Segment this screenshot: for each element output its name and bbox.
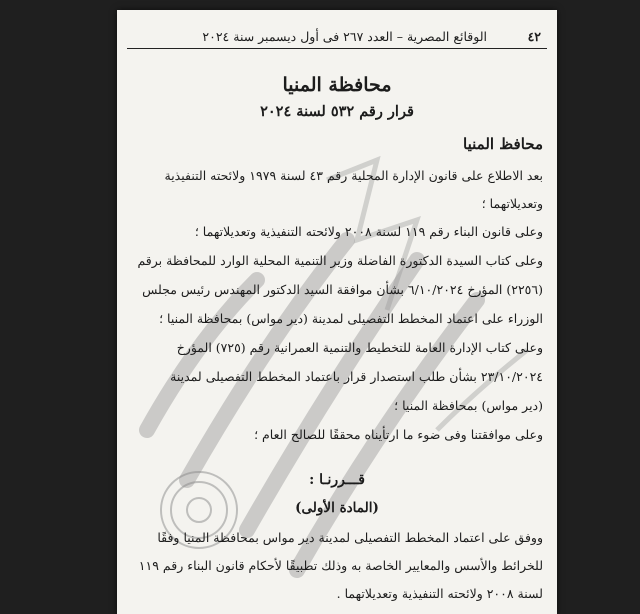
governor-label: محافظ المنيا <box>463 135 543 153</box>
document-page <box>117 10 557 614</box>
body-line: وتعديلاتهما ؛ <box>481 196 543 211</box>
gazette-header-title: الوقائع المصرية – العدد ٢٦٧ فى أول ديسمبر سنة ٢٠٢٤ <box>202 29 487 44</box>
body-line: (دير مواس) بمحافظة المنيا ؛ <box>394 398 543 413</box>
decided-label: قـــررنـا : <box>309 472 365 488</box>
article-title: (المادة الأولى) <box>295 500 379 516</box>
decree-title: قرار رقم ٥٣٢ لسنة ٢٠٢٤ <box>260 103 414 120</box>
body-line: الوزراء على اعتماد المخطط التفصيلى لمدينة (دير مواس) بمحافظة المنيا ؛ <box>159 311 543 326</box>
page-header <box>127 26 547 49</box>
governorate-title: محافظة المنيا <box>282 74 392 96</box>
body-line: بعد الاطلاع على قانون الإدارة المحلية رقم ٤٣ لسنة ١٩٧٩ ولائحته التنفيذية <box>164 168 543 183</box>
body-line: ٢٣/١٠/٢٠٢٤ بشأن طلب استصدار قرار باعتماد المخطط التفصيلى لمدينة <box>170 369 543 384</box>
body-line: وعلى قانون البناء رقم ١١٩ لسنة ٢٠٠٨ ولائحته التنفيذية وتعديلاتهما ؛ <box>194 224 543 239</box>
body-line: وعلى موافقتنا وفى ضوء ما ارتأيناه محققًا للصالح العام ؛ <box>254 427 543 442</box>
body-line: (٢٢٥٦) المؤرخ ٦/١٠/٢٠٢٤ بشأن موافقة السيد الدكتور المهندس رئيس مجلس <box>142 282 543 297</box>
article-line: ووفق على اعتماد المخطط التفصيلى لمدينة دير مواس بمحافظة المنيا وفقًا <box>157 530 543 545</box>
page-number: ٤٢ <box>527 29 541 44</box>
body-line: وعلى كتاب السيدة الدكتورة الفاضلة وزير التنمية المحلية الوارد للمحافظة برقم <box>137 253 543 268</box>
article-line: للخرائط والأسس والمعايير الخاصة به وذلك تطبيقًا لأحكام قانون البناء رقم ١١٩ <box>138 558 543 573</box>
article-line: لسنة ٢٠٠٨ ولائحته التنفيذية وتعديلاتهما . <box>336 586 543 601</box>
body-line: وعلى كتاب الإدارة العامة للتخطيط والتنمية العمرانية رقم (٧٢٥) المؤرخ <box>176 340 543 355</box>
